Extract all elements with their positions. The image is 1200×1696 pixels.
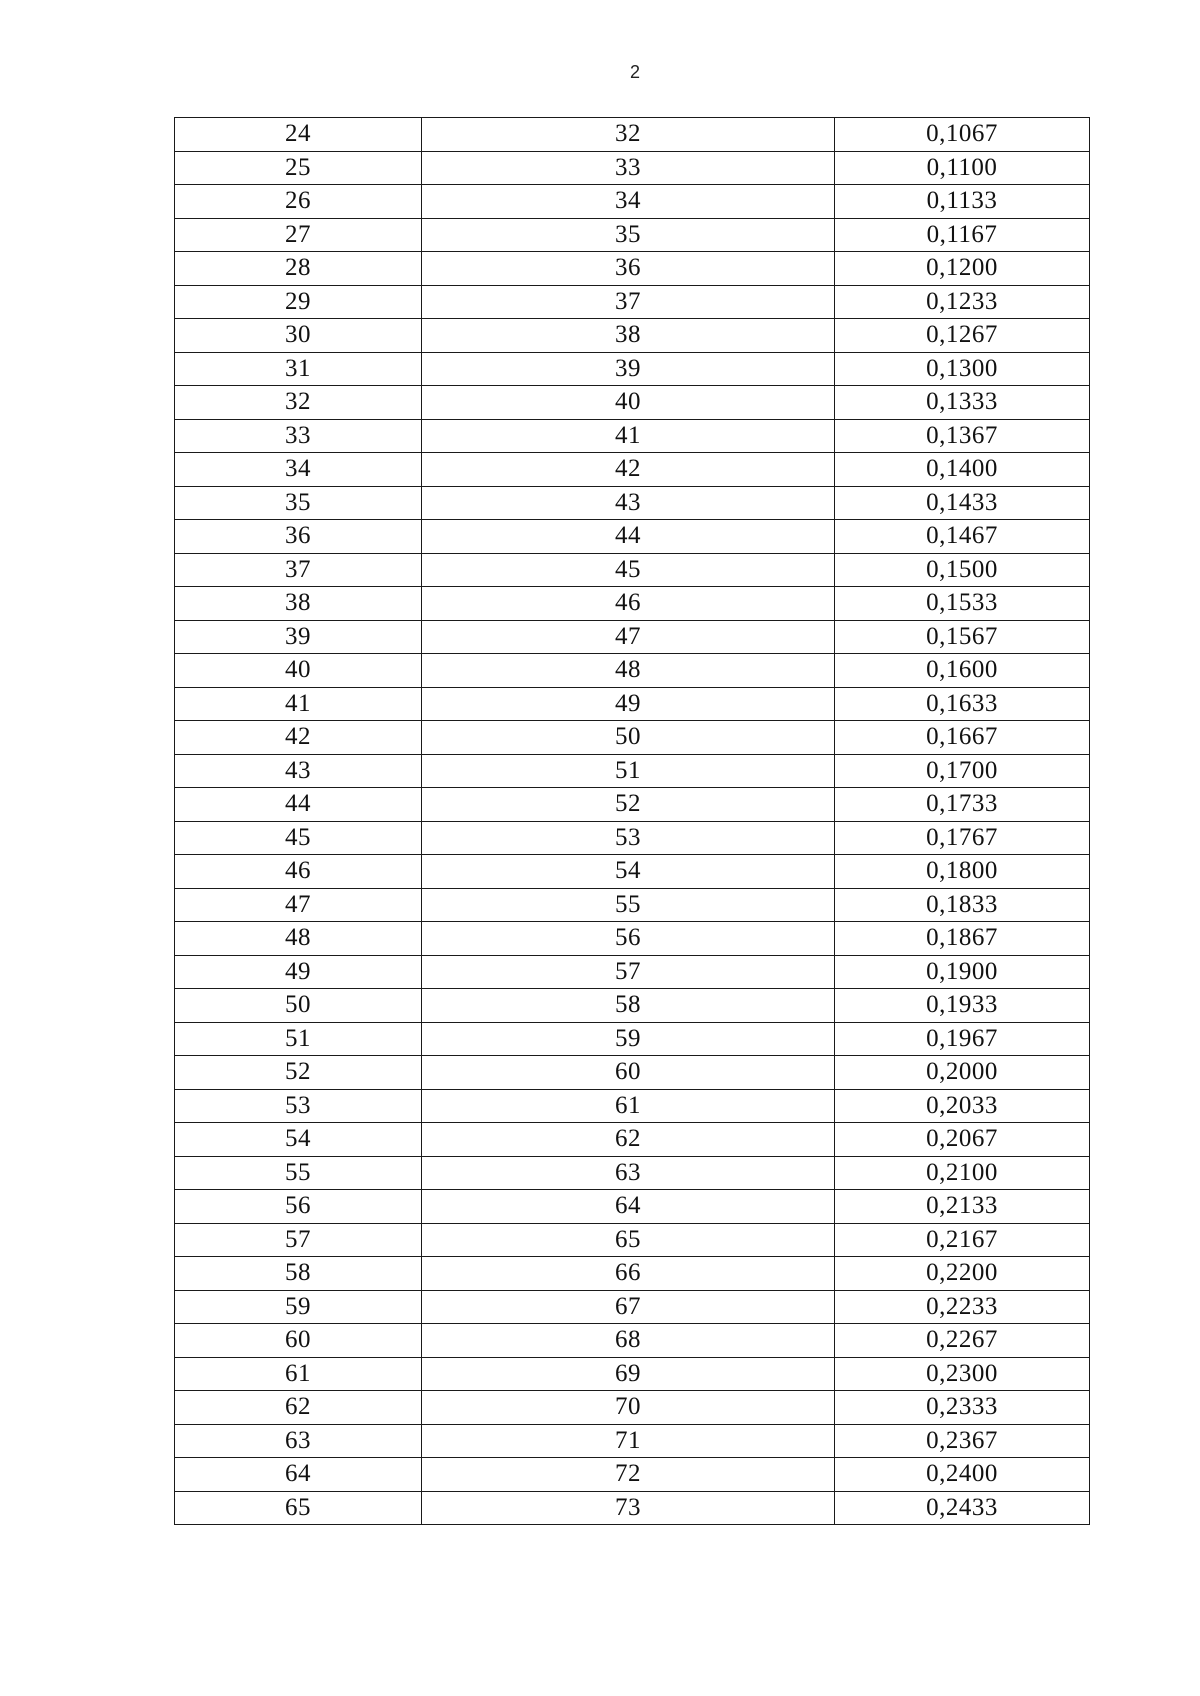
table-cell-col1: 32	[175, 386, 422, 420]
table-cell-col2: 61	[422, 1089, 835, 1123]
table-cell-col1: 26	[175, 185, 422, 219]
table-cell-col1: 42	[175, 721, 422, 755]
table-cell-col2: 34	[422, 185, 835, 219]
table-row	[175, 1089, 1090, 1123]
table-cell-col1: 49	[175, 955, 422, 989]
table-row	[175, 486, 1090, 520]
table-cell-col1: 55	[175, 1156, 422, 1190]
table-cell-col2: 55	[422, 888, 835, 922]
table-cell-col3: 0,1300	[835, 352, 1090, 386]
table-row	[175, 453, 1090, 487]
table-cell-col3: 0,2200	[835, 1257, 1090, 1291]
table-cell-col3: 0,2267	[835, 1324, 1090, 1358]
table-cell-col2: 71	[422, 1424, 835, 1458]
table-row	[175, 620, 1090, 654]
table-cell-col3: 0,1533	[835, 587, 1090, 621]
table-cell-col2: 50	[422, 721, 835, 755]
table-cell-col3: 0,1867	[835, 922, 1090, 956]
table-cell-col2: 45	[422, 553, 835, 587]
table-cell-col3: 0,1667	[835, 721, 1090, 755]
table-cell-col1: 37	[175, 553, 422, 587]
table-cell-col3: 0,2300	[835, 1357, 1090, 1391]
table-cell-col2: 48	[422, 654, 835, 688]
table-cell-col2: 44	[422, 520, 835, 554]
table-cell-col3: 0,2233	[835, 1290, 1090, 1324]
table-cell-col2: 40	[422, 386, 835, 420]
table-cell-col1: 54	[175, 1123, 422, 1157]
table-cell-col2: 67	[422, 1290, 835, 1324]
table-cell-col3: 0,1633	[835, 687, 1090, 721]
table-cell-col1: 62	[175, 1391, 422, 1425]
table-cell-col2: 52	[422, 788, 835, 822]
table-row	[175, 1458, 1090, 1492]
table-cell-col1: 48	[175, 922, 422, 956]
table-cell-col1: 28	[175, 252, 422, 286]
table-row	[175, 821, 1090, 855]
table-cell-col2: 42	[422, 453, 835, 487]
table-cell-col2: 33	[422, 151, 835, 185]
table-cell-col2: 73	[422, 1491, 835, 1525]
table-cell-col2: 35	[422, 218, 835, 252]
table-cell-col2: 69	[422, 1357, 835, 1391]
table-cell-col3: 0,1967	[835, 1022, 1090, 1056]
table-cell-col1: 24	[175, 118, 422, 152]
table-cell-col2: 66	[422, 1257, 835, 1291]
table-row	[175, 788, 1090, 822]
table-cell-col2: 56	[422, 922, 835, 956]
table-cell-col3: 0,1467	[835, 520, 1090, 554]
table-cell-col2: 49	[422, 687, 835, 721]
table-cell-col1: 47	[175, 888, 422, 922]
table-cell-col3: 0,1067	[835, 118, 1090, 152]
table-cell-col2: 53	[422, 821, 835, 855]
table-cell-col1: 40	[175, 654, 422, 688]
table-cell-col1: 59	[175, 1290, 422, 1324]
table-cell-col3: 0,1133	[835, 185, 1090, 219]
table-cell-col2: 62	[422, 1123, 835, 1157]
table-cell-col2: 64	[422, 1190, 835, 1224]
table-cell-col3: 0,2367	[835, 1424, 1090, 1458]
table-row	[175, 1290, 1090, 1324]
table-row	[175, 386, 1090, 420]
table-row	[175, 1223, 1090, 1257]
table-cell-col3: 0,1433	[835, 486, 1090, 520]
table-row	[175, 151, 1090, 185]
table-body	[175, 118, 1090, 1525]
table-row	[175, 989, 1090, 1023]
table-cell-col1: 30	[175, 319, 422, 353]
table-cell-col3: 0,1900	[835, 955, 1090, 989]
table-cell-col1: 35	[175, 486, 422, 520]
table-row	[175, 118, 1090, 152]
table-row	[175, 520, 1090, 554]
table-cell-col3: 0,1933	[835, 989, 1090, 1023]
table-cell-col2: 41	[422, 419, 835, 453]
table-row	[175, 922, 1090, 956]
table-cell-col1: 36	[175, 520, 422, 554]
table-row	[175, 1424, 1090, 1458]
table-cell-col3: 0,1167	[835, 218, 1090, 252]
table-cell-col1: 33	[175, 419, 422, 453]
table-row	[175, 1391, 1090, 1425]
table-cell-col3: 0,2433	[835, 1491, 1090, 1525]
table-cell-col1: 63	[175, 1424, 422, 1458]
table-cell-col2: 70	[422, 1391, 835, 1425]
table-cell-col2: 63	[422, 1156, 835, 1190]
table-cell-col3: 0,2100	[835, 1156, 1090, 1190]
table-cell-col3: 0,1500	[835, 553, 1090, 587]
table-cell-col1: 61	[175, 1357, 422, 1391]
data-table	[174, 117, 1090, 1525]
table-row	[175, 352, 1090, 386]
table-cell-col3: 0,2167	[835, 1223, 1090, 1257]
table-cell-col1: 45	[175, 821, 422, 855]
table-cell-col2: 59	[422, 1022, 835, 1056]
table-cell-col3: 0,1200	[835, 252, 1090, 286]
table-cell-col3: 0,2033	[835, 1089, 1090, 1123]
table-cell-col1: 34	[175, 453, 422, 487]
table-cell-col1: 41	[175, 687, 422, 721]
table-row	[175, 855, 1090, 889]
table-cell-col2: 57	[422, 955, 835, 989]
table-cell-col2: 39	[422, 352, 835, 386]
table-cell-col2: 38	[422, 319, 835, 353]
table-cell-col1: 46	[175, 855, 422, 889]
table-cell-col1: 39	[175, 620, 422, 654]
table-row	[175, 888, 1090, 922]
table-cell-col1: 50	[175, 989, 422, 1023]
table-cell-col3: 0,1233	[835, 285, 1090, 319]
table-cell-col2: 72	[422, 1458, 835, 1492]
table-row	[175, 687, 1090, 721]
table-cell-col3: 0,1833	[835, 888, 1090, 922]
table-row	[175, 1190, 1090, 1224]
table-cell-col1: 52	[175, 1056, 422, 1090]
table-row	[175, 319, 1090, 353]
table-row	[175, 553, 1090, 587]
table-row	[175, 1123, 1090, 1157]
table-row	[175, 955, 1090, 989]
table-row	[175, 587, 1090, 621]
table-row	[175, 1324, 1090, 1358]
table-cell-col2: 37	[422, 285, 835, 319]
table-cell-col3: 0,1400	[835, 453, 1090, 487]
table-row	[175, 218, 1090, 252]
table-row	[175, 1257, 1090, 1291]
table-row	[175, 1357, 1090, 1391]
table-cell-col2: 60	[422, 1056, 835, 1090]
table-cell-col3: 0,1733	[835, 788, 1090, 822]
table-cell-col1: 58	[175, 1257, 422, 1291]
table-row	[175, 721, 1090, 755]
table-cell-col2: 58	[422, 989, 835, 1023]
table-cell-col3: 0,1333	[835, 386, 1090, 420]
table-cell-col1: 31	[175, 352, 422, 386]
table-cell-col3: 0,1700	[835, 754, 1090, 788]
table-cell-col2: 46	[422, 587, 835, 621]
table-row	[175, 754, 1090, 788]
table-cell-col3: 0,1367	[835, 419, 1090, 453]
table-cell-col2: 36	[422, 252, 835, 286]
table-cell-col1: 57	[175, 1223, 422, 1257]
table-cell-col3: 0,1600	[835, 654, 1090, 688]
table-row	[175, 285, 1090, 319]
table-cell-col1: 27	[175, 218, 422, 252]
table-cell-col3: 0,1567	[835, 620, 1090, 654]
table-cell-col2: 54	[422, 855, 835, 889]
table-cell-col1: 56	[175, 1190, 422, 1224]
table-cell-col3: 0,2067	[835, 1123, 1090, 1157]
table-row	[175, 185, 1090, 219]
table-cell-col1: 60	[175, 1324, 422, 1358]
table-cell-col1: 44	[175, 788, 422, 822]
table-row	[175, 419, 1090, 453]
table-row	[175, 654, 1090, 688]
table-cell-col3: 0,1767	[835, 821, 1090, 855]
page-number: 2	[629, 62, 640, 82]
table-cell-col2: 68	[422, 1324, 835, 1358]
table-cell-col3: 0,1100	[835, 151, 1090, 185]
table-cell-col2: 32	[422, 118, 835, 152]
table-cell-col1: 25	[175, 151, 422, 185]
table-row	[175, 1022, 1090, 1056]
table-cell-col3: 0,2400	[835, 1458, 1090, 1492]
table-row	[175, 1491, 1090, 1525]
table-cell-col3: 0,2000	[835, 1056, 1090, 1090]
table-cell-col3: 0,1267	[835, 319, 1090, 353]
table-cell-col2: 47	[422, 620, 835, 654]
table-row	[175, 252, 1090, 286]
table-cell-col1: 51	[175, 1022, 422, 1056]
table-cell-col3: 0,2133	[835, 1190, 1090, 1224]
table-row	[175, 1056, 1090, 1090]
table-cell-col1: 43	[175, 754, 422, 788]
table-cell-col3: 0,1800	[835, 855, 1090, 889]
table-cell-col1: 29	[175, 285, 422, 319]
table-cell-col1: 64	[175, 1458, 422, 1492]
table-cell-col2: 51	[422, 754, 835, 788]
table-cell-col1: 53	[175, 1089, 422, 1123]
table-cell-col2: 65	[422, 1223, 835, 1257]
table-cell-col1: 65	[175, 1491, 422, 1525]
table-cell-col2: 43	[422, 486, 835, 520]
table-cell-col1: 38	[175, 587, 422, 621]
table-row	[175, 1156, 1090, 1190]
table-cell-col3: 0,2333	[835, 1391, 1090, 1425]
